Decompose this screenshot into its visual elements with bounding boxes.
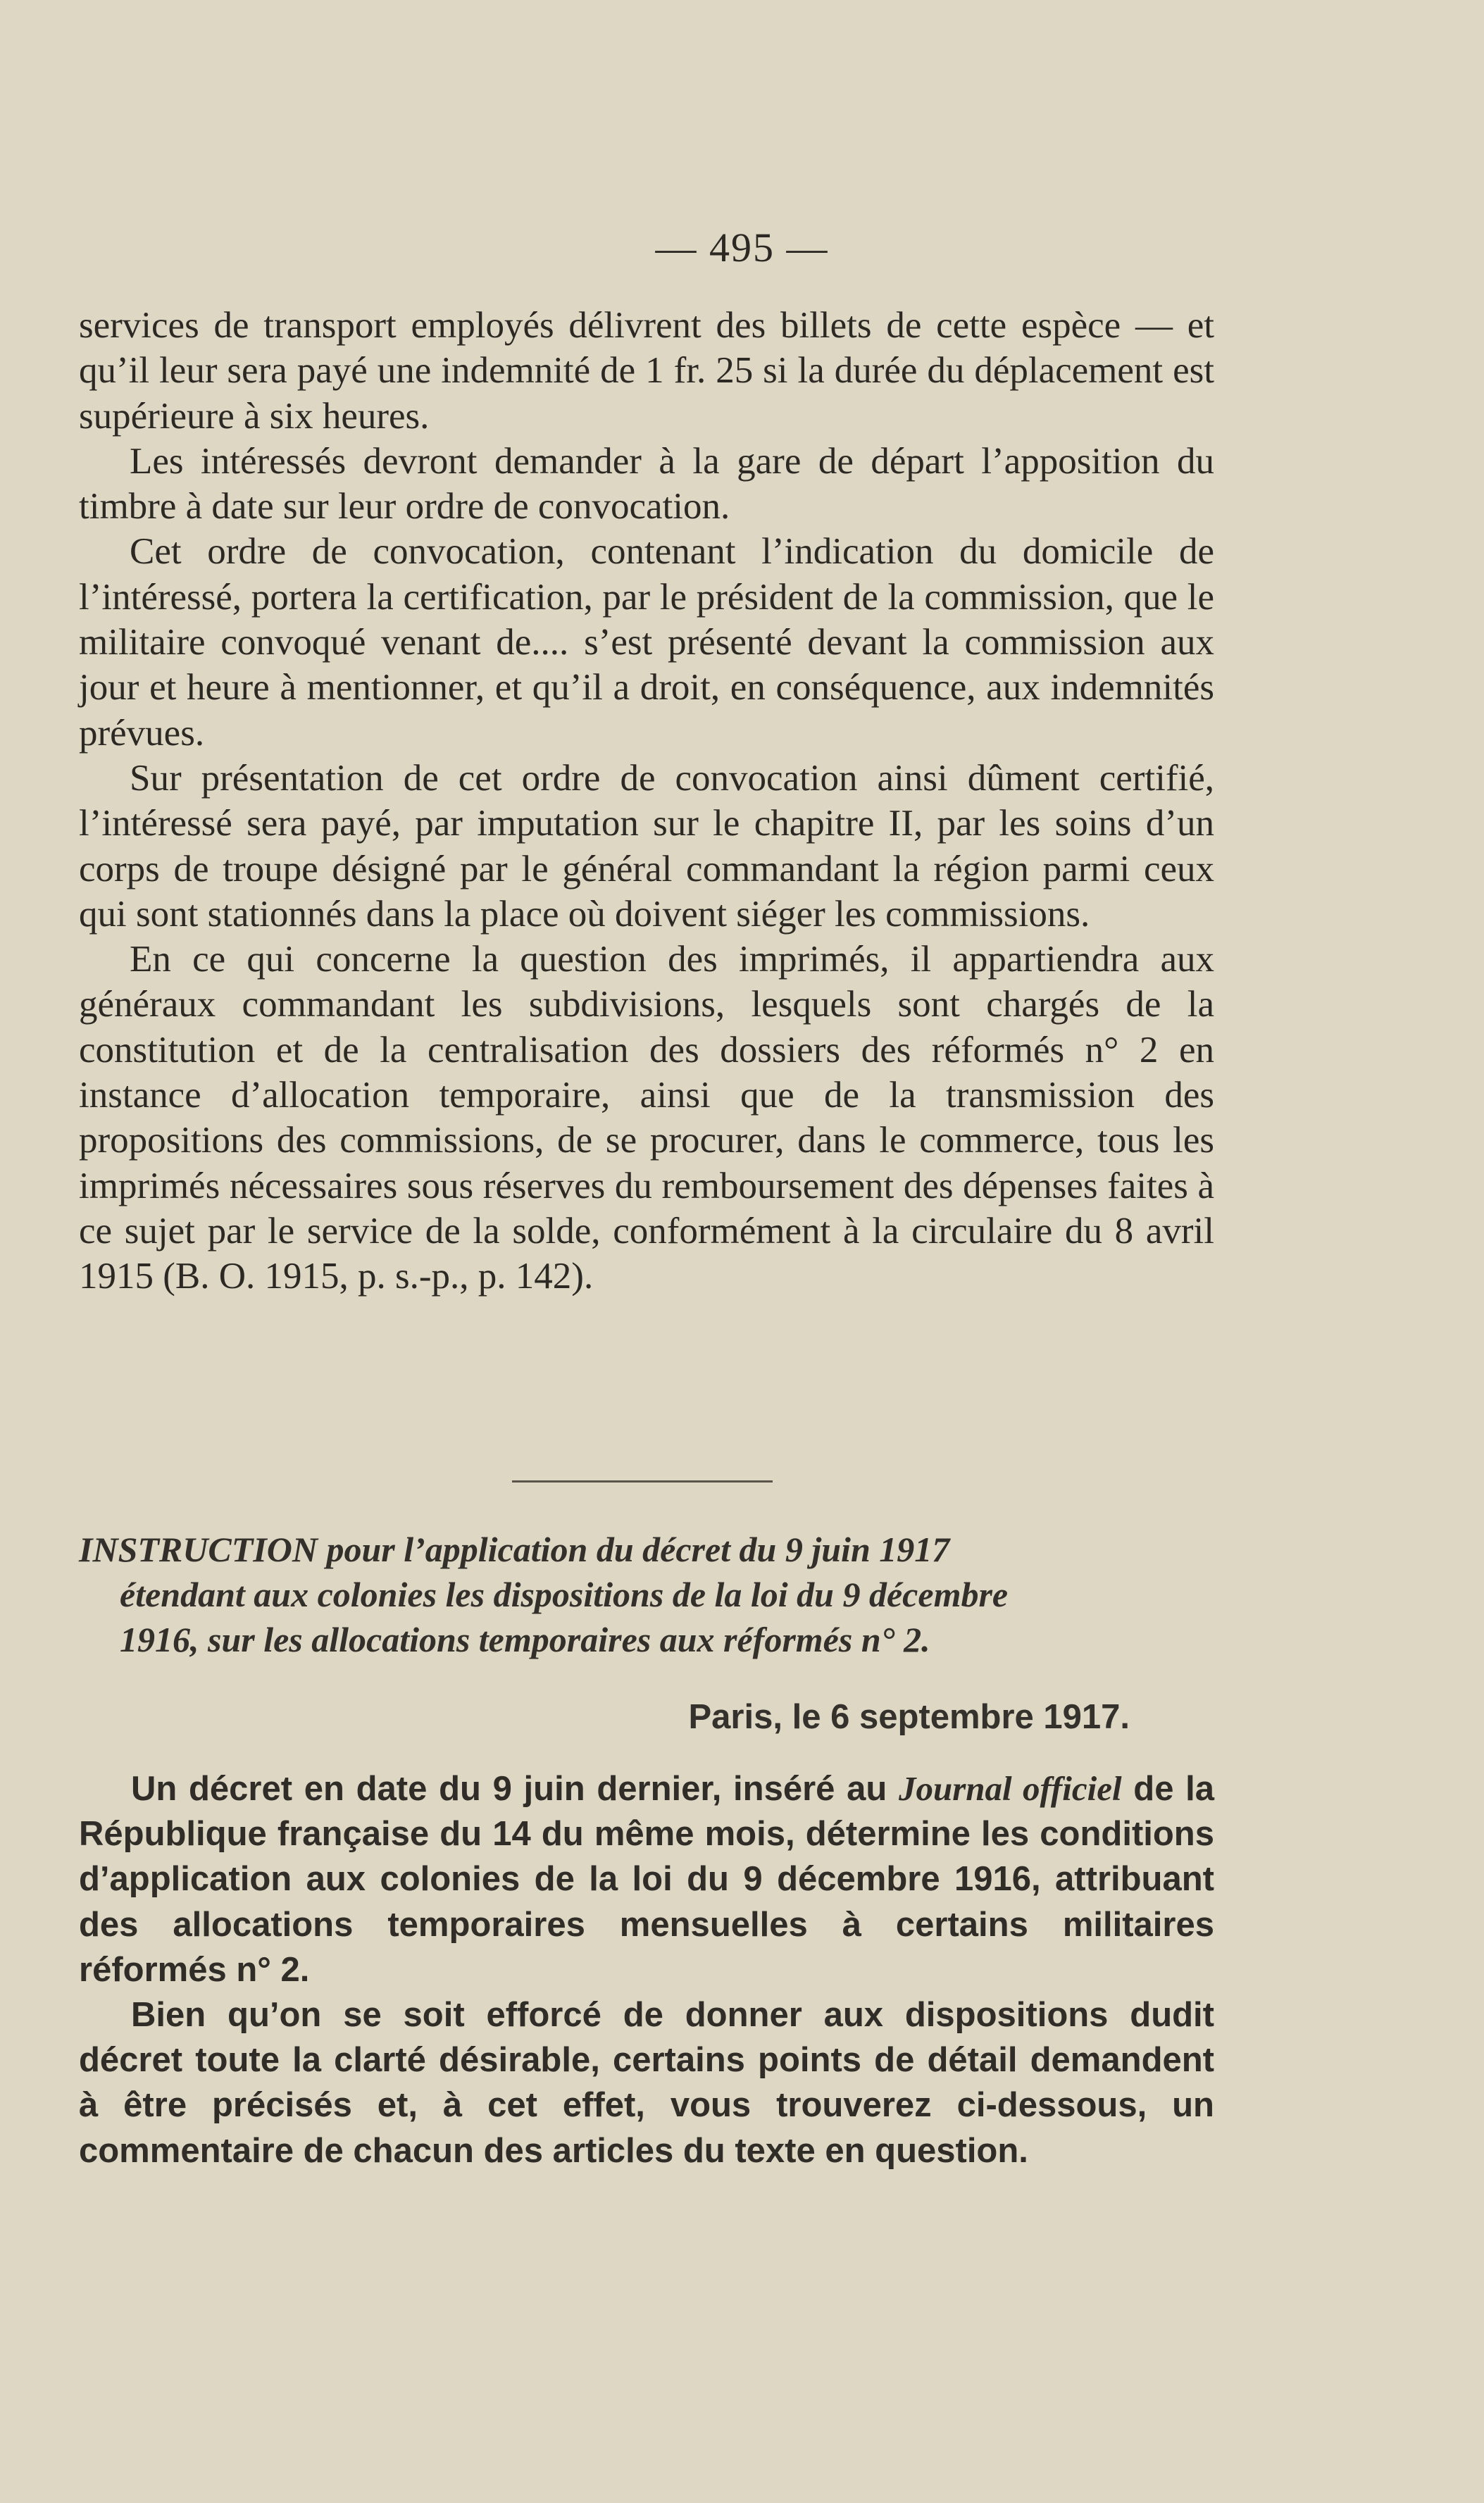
- page-number: — 495 —: [655, 225, 829, 270]
- instruction-body: [79, 1766, 1214, 2173]
- body-text: [79, 303, 1214, 1299]
- heading-line-2: étendant aux colonies les dispositions de la loi du 9 décembre: [120, 1575, 1009, 1614]
- paragraph-payment: Sur présentation de cet ordre de convocation ainsi dûment certifié, l’intéressé sera payé, par imputation sur le chapitre II, par les soins d’un corps de troupe désigné par le général commandant la région parmi ceux qui sont stationnés dans la place où doivent siéger les commissions.: [79, 757, 1214, 935]
- paragraph-convocation: Cet ordre de convocation, contenant l’indication du domicile de l’intéressé, portera la certification, par le président de la commission, que le militaire convoqué venant de.... s’est présenté devant la commission aux jour et heure à mentionner, et qu’il a droit, en conséquence, aux indemnités prévues.: [79, 531, 1214, 754]
- paragraph-timbre: Les intéressés devront demander à la gare de départ l’apposition du timbre à date sur leur ordre de convocation.: [79, 440, 1214, 528]
- heading-line-1: INSTRUCTION pour l’application du décret du 9 juin 1917: [79, 1530, 950, 1569]
- paragraph-decret: [79, 1766, 1214, 1992]
- decret-text-start: Un décret en date du 9 juin dernier, inséré au: [131, 1770, 899, 1808]
- paragraph-transport: services de transport employés délivrent des billets de cette espèce — et qu’il leur sera payé une indemnité de 1 fr. 25 si la durée du déplacement est supérieure à six heures.: [79, 305, 1214, 437]
- instruction-heading: [79, 1527, 1220, 1662]
- dateline: Paris, le 6 septembre 1917.: [688, 1698, 1130, 1736]
- section-divider: [512, 1480, 773, 1483]
- journal-officiel-title: Journal officiel: [898, 1769, 1122, 1808]
- heading-line-3: 1916, sur les allocations temporaires aux réformés n° 2.: [120, 1620, 930, 1659]
- paragraph-imprimes: En ce qui concerne la question des imprimés, il appartiendra aux généraux commandant les subdivisions, lesquels sont chargés de la constitution et de la centralisation des dossiers des réformés n° 2 en instance d’allocation temporaire, ainsi que de la transmission des propositions des commissions, de se procurer, dans le commerce, tous les imprimés nécessaires sous réserves du remboursement des dépenses faites à ce sujet par le service de la solde, conformément à la circulaire du 8 avril 1915 (B. O. 1915, p. s.-p., p. 142).: [79, 939, 1214, 1297]
- paragraph-commentaire: Bien qu’on se soit efforcé de donner aux dispositions dudit décret toute la clarté désirable, certains points de détail demandent à être précisés et, à cet effet, vous trouverez ci-dessous, un commentaire de chacun des articles du texte en question.: [79, 1996, 1214, 2170]
- decret-text-end: de la République française du 14 du même mois, détermine les conditions d’application aux colonies de la loi du 9 décembre 1916, attribuant des allocations temporaires mensuelles à certains militaires réformés n° 2.: [79, 1770, 1214, 1989]
